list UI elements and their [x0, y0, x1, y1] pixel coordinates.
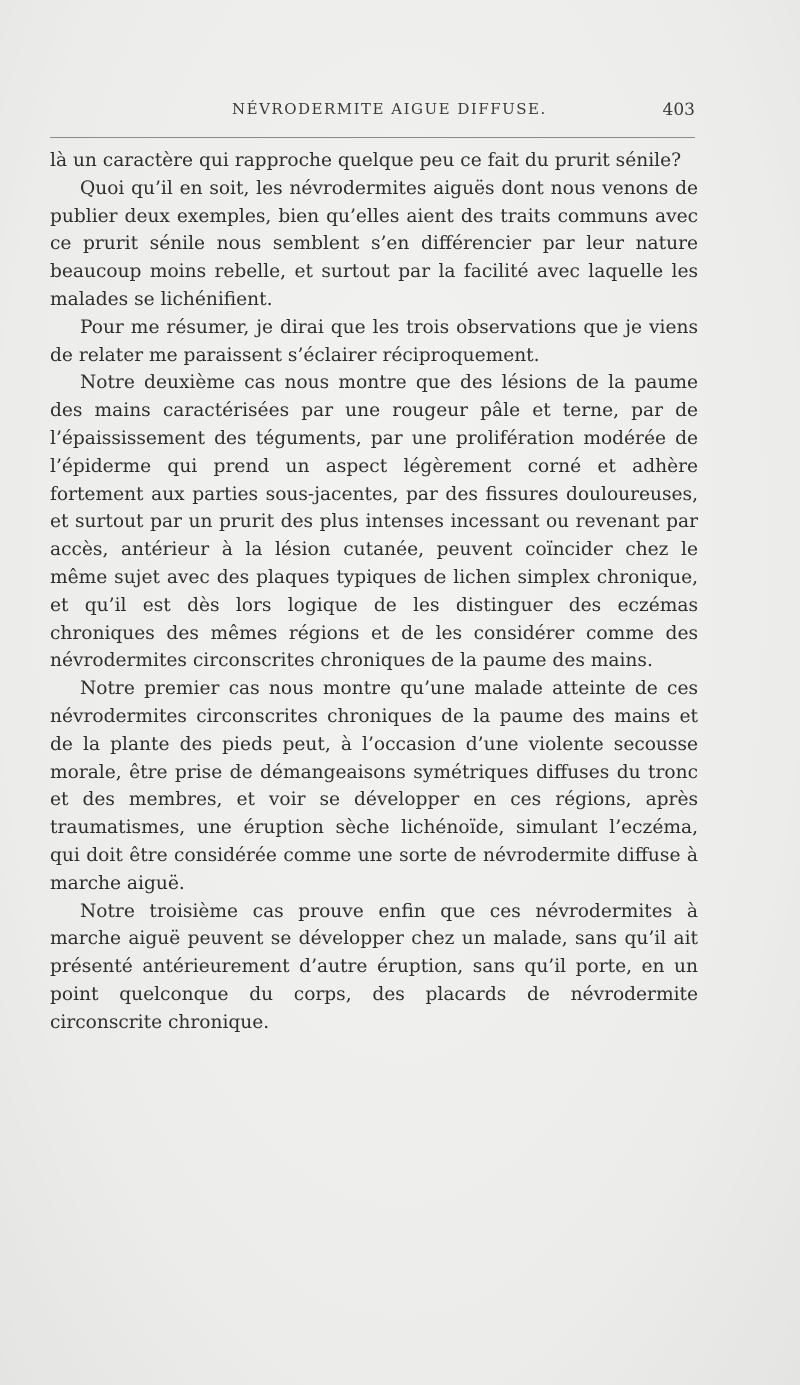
page-header: [50, 100, 695, 126]
header-rule: [50, 137, 695, 138]
body-text: [50, 147, 698, 1037]
page-number: 403: [662, 100, 695, 120]
paragraph-4: Notre deuxième cas nous montre que des lésions de la paume des mains caractérisées par une rougeur pâle et terne, par de l’épaississement des téguments, par une prolifération modérée de l’épiderme qui prend un aspect légèrement corné et adhère fortement aux parties sous-jacentes, par des fissures douloureuses, et surtout par un prurit des plus intenses incessant ou revenant par accès, antérieur à la lésion cutanée, peuvent coïncider chez le même sujet avec des plaques typiques de lichen simplex chronique, et qu’il est dès lors logique de les distinguer des eczémas chroniques des mêmes régions et de les considérer comme des névrodermites circonscrites chroniques de la paume des mains.: [50, 372, 698, 672]
paragraph-2: Quoi qu’il en soit, les névrodermites aiguës dont nous venons de publier deux exemples, bien qu’elles aient des traits communs avec ce prurit sénile nous semblent s’en différencier par leur nature beaucoup moins rebelle, et surtout par la facilité avec laquelle les malades se lichénifient.: [50, 177, 698, 310]
paragraph-6: Notre troisième cas prouve enfin que ces névrodermites à marche aiguë peuvent se développer chez un malade, sans qu’il ait présenté antérieurement d’autre éruption, sans qu’il porte, en un point quelconque du corps, des placards de névrodermite circonscrite chronique.: [50, 900, 698, 1033]
paragraph-5: Notre premier cas nous montre qu’une malade atteinte de ces névrodermites circonscrites chroniques de la paume des mains et de la plante des pieds peut, à l’occasion d’une violente secousse morale, être prise de démangeaisons symétriques diffuses du tronc et des membres, et voir se développer en ces régions, après traumatismes, une éruption sèche lichénoïde, simulant l’eczéma, qui doit être considérée comme une sorte de névrodermite diffuse à marche aiguë.: [50, 678, 698, 894]
paragraph-1: là un caractère qui rapproche quelque peu ce fait du prurit sénile?: [50, 150, 682, 171]
paragraph-3: Pour me résumer, je dirai que les trois observations que je viens de relater me paraissent s’éclairer réciproquement.: [50, 316, 698, 366]
running-head: NÉVRODERMITE AIGUE DIFFUSE.: [232, 100, 547, 118]
